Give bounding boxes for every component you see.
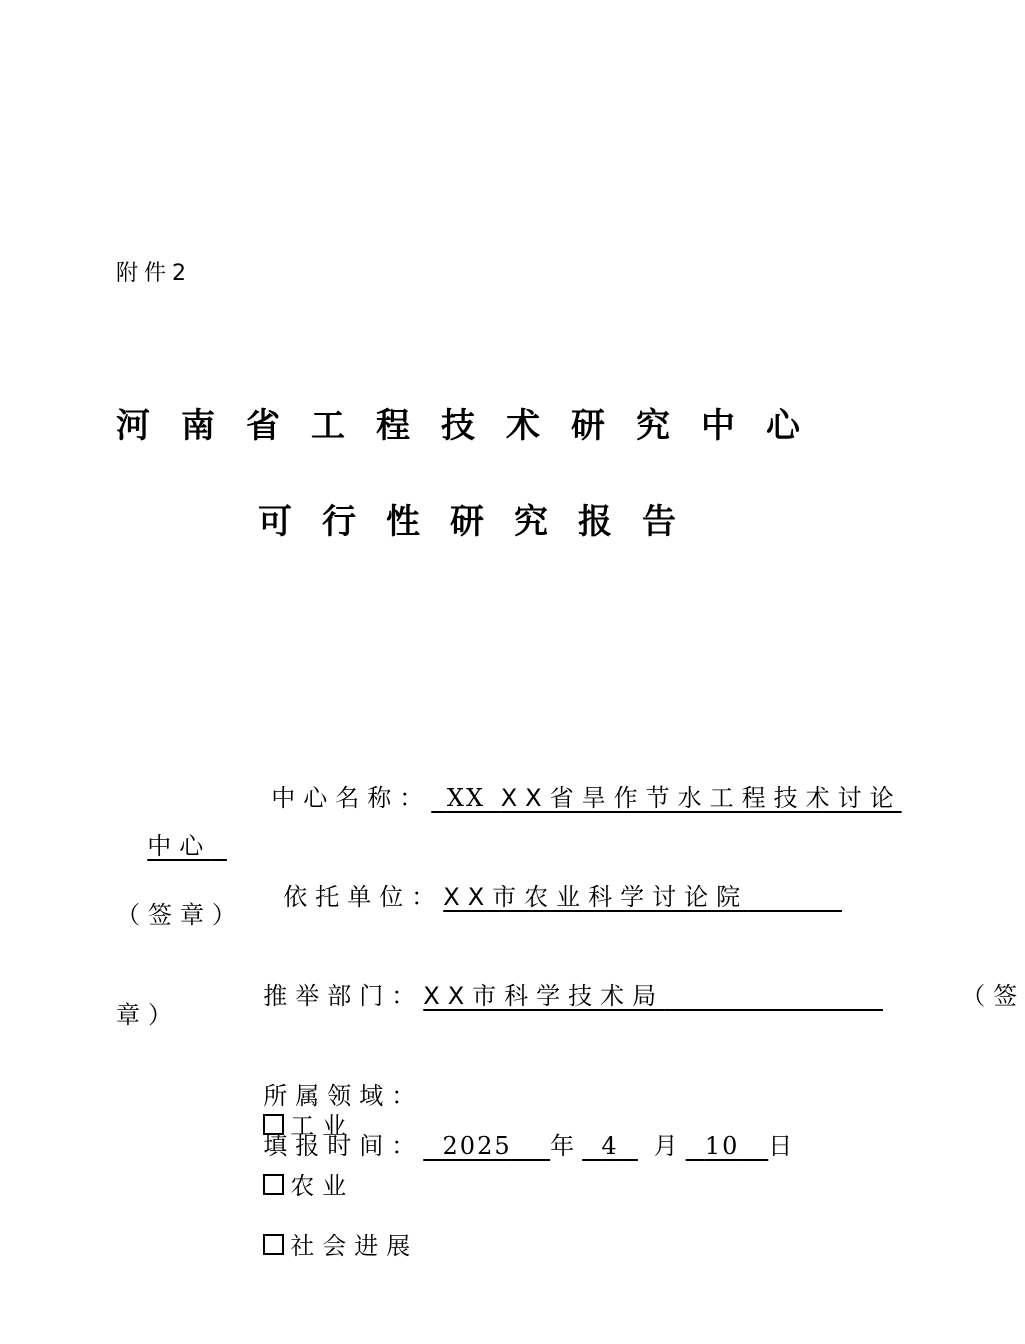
- host-unit-row: [252, 852, 842, 912]
- day-unit: 日: [768, 1132, 801, 1160]
- attachment-label: 附件2: [116, 261, 192, 286]
- domain-option-social[interactable]: 社会进展: [263, 1232, 418, 1260]
- domain-label: 所属领域：: [263, 1082, 424, 1110]
- day-value: 10: [704, 1132, 740, 1160]
- recommend-sign-2: 章）: [116, 1001, 180, 1029]
- year-unit: 年: [550, 1132, 583, 1160]
- title-line-2: 可行性研究报告: [258, 502, 706, 542]
- center-name-label: 中心名称：: [271, 784, 432, 812]
- center-name-row: [240, 753, 902, 813]
- host-unit-sign: （签章）: [116, 901, 244, 929]
- month-value: 4: [601, 1132, 619, 1160]
- month-unit: 月: [653, 1132, 686, 1160]
- checkbox-icon[interactable]: [263, 1174, 284, 1195]
- recommend-sign-1: （签: [961, 982, 1025, 1010]
- recommend-label: 推举部门：: [263, 982, 424, 1010]
- year-value: 2025: [442, 1132, 512, 1160]
- date-row: [232, 1101, 800, 1161]
- recommend-row: [232, 951, 1025, 1011]
- center-name-cont: 中心: [147, 832, 212, 860]
- checkbox-icon[interactable]: [263, 1234, 284, 1255]
- host-unit-label: 依托单位：: [283, 883, 444, 911]
- host-unit-value: XX市农业科学讨论院: [443, 883, 749, 911]
- recommend-value: XX市科学技术局: [423, 982, 665, 1010]
- domain-option-industry[interactable]: 工业: [263, 1112, 354, 1140]
- date-label: 填报时间：: [263, 1132, 424, 1160]
- center-name-value: XX XX省旱作节水工程技术讨论: [446, 784, 902, 812]
- domain-option-agriculture[interactable]: 农业: [263, 1172, 354, 1200]
- center-name-continuation: [116, 801, 227, 861]
- title-line-1: 河南省工程技术研究中心: [116, 406, 831, 446]
